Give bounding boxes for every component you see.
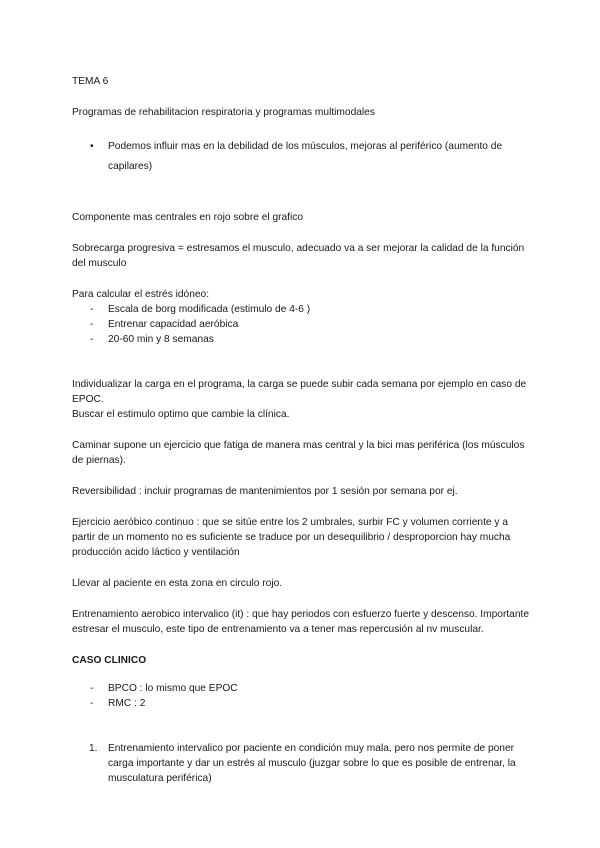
paragraph-componente: Componente mas centrales en rojo sobre el grafico (72, 212, 304, 223)
list-item (72, 696, 532, 711)
paragraph-calcular: Para calcular el estrés idóneo: (72, 289, 210, 300)
list-item-text: Escala de borg modificada (estimulo de 4-6 ) (108, 304, 311, 315)
section-heading-caso-clinico: CASO CLINICO (72, 655, 147, 666)
list-item (72, 681, 532, 696)
number-marker: 1. (89, 743, 98, 754)
list-item (72, 302, 532, 317)
paragraph-llevar: Llevar al paciente en esta zona en circulo rojo. (72, 578, 283, 589)
paragraph-caminar: Caminar supone un ejercicio que fatiga de manera mas central y la bici mas periférica (los músculos de piernas). (72, 440, 525, 466)
list-item-text: Podemos influir mas en la debilidad de los músculos, mejoras al periférico (aumento de capilares) (108, 141, 503, 172)
list-item-text: Entrenar capacidad aeróbica (108, 319, 239, 330)
caso-list (72, 681, 532, 711)
list-item-text: BPCO : lo mismo que EPOC (108, 683, 238, 694)
numbered-list (72, 741, 532, 786)
dash-marker: - (90, 683, 94, 694)
dash-marker: - (90, 334, 94, 345)
list-item-text: RMC : 2 (108, 698, 146, 709)
list-item-text: Entrenamiento intervalico por paciente en condición muy mala, pero nos permite de poner carga importante y dar un estrés al musculo (juzgar sobre lo que es posible de entrenar, la musculatura periférica) (108, 743, 516, 784)
doc-subtitle: Programas de rehabilitacion respiratoria y programas multimodales (72, 107, 375, 118)
paragraph-buscar: Buscar el estimulo optimo que cambie la clínica. (72, 409, 290, 420)
document-page (72, 74, 532, 786)
dash-marker: - (90, 304, 94, 315)
paragraph-reversibilidad: Reversibilidad : incluir programas de mantenimientos por 1 sesión por semana por ej. (72, 486, 458, 497)
paragraph-entrenamiento: Entrenamiento aerobico intervalico (it) : que hay periodos con esfuerzo fuerte y descenso. Importante estresar el musculo, este tipo de entrenamiento va a tener mas repercusión al nv muscular. (72, 609, 529, 635)
doc-title: TEMA 6 (72, 76, 109, 87)
paragraph-sobrecarga: Sobrecarga progresiva = estresamos el musculo, adecuado va a ser mejorar la calidad de la función del musculo (72, 243, 525, 269)
paragraph-ejercicio: Ejercicio aeróbico continuo : que se sitúe entre los 2 umbrales, surbir FC y volumen corriente y a partir de un momento no es suficiente se traduce por un desequilibrio / desproporcion hay mucha producción acido láctico y ventilación (72, 517, 511, 558)
calc-list (72, 302, 532, 347)
dash-marker: - (90, 319, 94, 330)
list-item (72, 317, 532, 332)
bullet-marker: • (90, 141, 94, 152)
list-item (72, 137, 532, 177)
list-item (72, 332, 532, 347)
bullet-list (72, 137, 532, 177)
list-item-text: 20-60 min y 8 semanas (108, 334, 214, 345)
list-item (72, 741, 532, 786)
dash-marker: - (90, 698, 94, 709)
paragraph-individualizar: Individualizar la carga en el programa, la carga se puede subir cada semana por ejemplo en caso de EPOC. (72, 379, 527, 405)
